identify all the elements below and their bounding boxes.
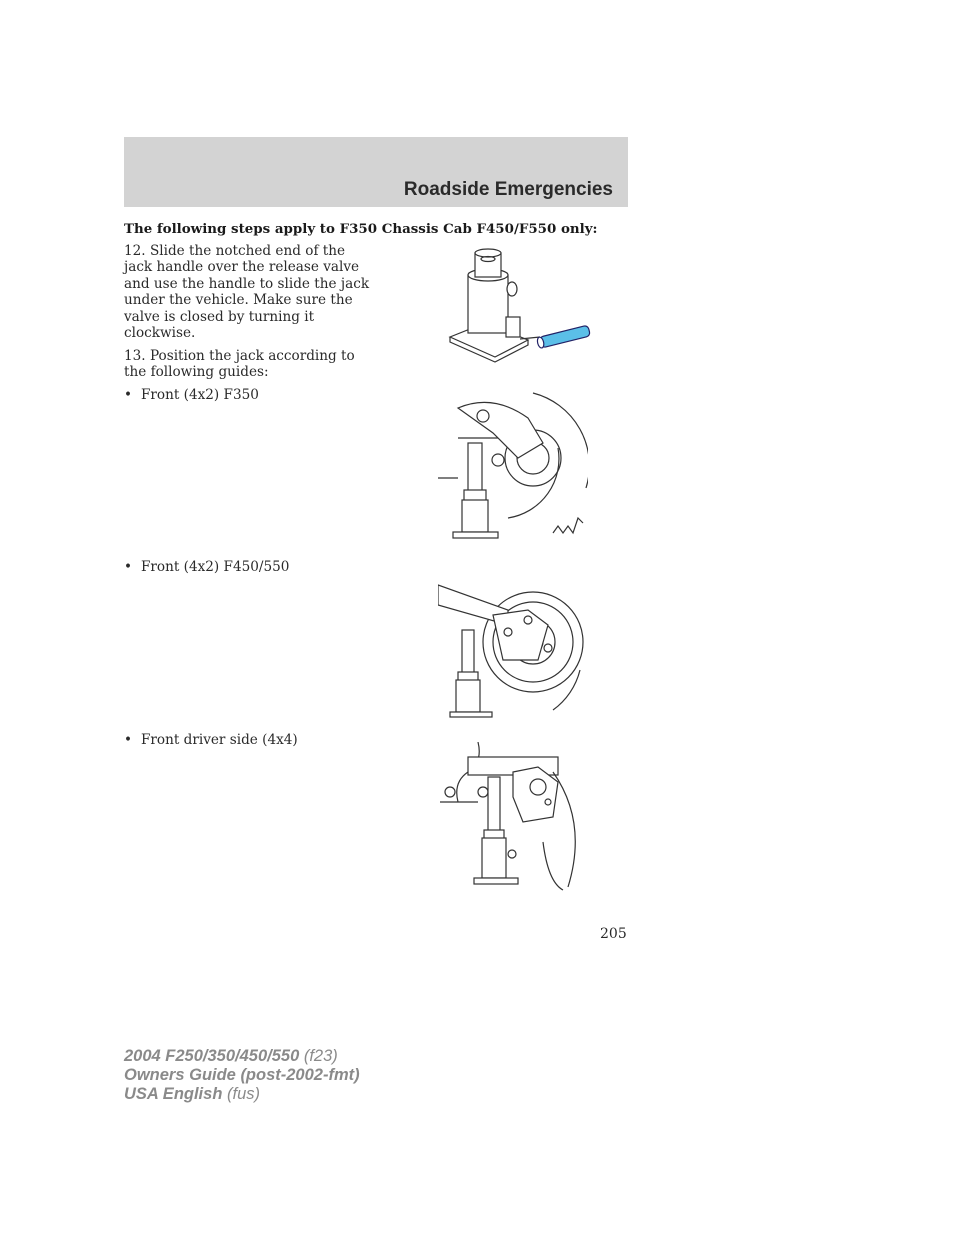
jack-position-front-driver-4x4-illustration bbox=[438, 742, 588, 892]
footer-model-code: (f23) bbox=[303, 1047, 338, 1065]
bullet-front-4x2-f450-550: • Front (4x2) F450/550 bbox=[124, 559, 290, 575]
jack-handle-illustration bbox=[440, 245, 600, 365]
jack-position-front-4x2-f350-illustration bbox=[438, 388, 588, 543]
bullet-label: Front (4x2) F450/550 bbox=[141, 559, 290, 575]
footer-language-code: (fus) bbox=[227, 1085, 260, 1103]
intro-heading: The following steps apply to F350 Chassis Cab F450/F550 only: bbox=[124, 221, 598, 237]
bullet-label: Front driver side (4x4) bbox=[141, 732, 298, 748]
section-title: Roadside Emergencies bbox=[403, 179, 613, 200]
footer-model: 2004 F250/350/450/550 bbox=[124, 1047, 300, 1065]
bullet-front-4x2-f350: • Front (4x2) F350 bbox=[124, 387, 259, 403]
footer-line-language bbox=[124, 1085, 360, 1104]
footer-guide: Owners Guide (post-2002-fmt) bbox=[124, 1066, 360, 1084]
step-12: 12. Slide the notched end of the jack handle over the release valve and use the handle to slide the jack under the vehicle. Make sure the valve is closed by turning it clockwise. bbox=[124, 243, 370, 342]
jack-position-front-4x2-f450-550-illustration bbox=[438, 570, 588, 720]
document-footer bbox=[124, 1047, 360, 1104]
step-13: 13. Position the jack according to the following guides: bbox=[124, 348, 355, 381]
bullet-front-driver-4x4: • Front driver side (4x4) bbox=[124, 732, 298, 748]
footer-language: USA English bbox=[124, 1085, 223, 1103]
bullet-label: Front (4x2) F350 bbox=[141, 387, 259, 403]
section-header-band bbox=[124, 137, 628, 207]
page-number: 205 bbox=[600, 926, 627, 942]
footer-line-guide bbox=[124, 1066, 360, 1085]
footer-line-model bbox=[124, 1047, 360, 1066]
